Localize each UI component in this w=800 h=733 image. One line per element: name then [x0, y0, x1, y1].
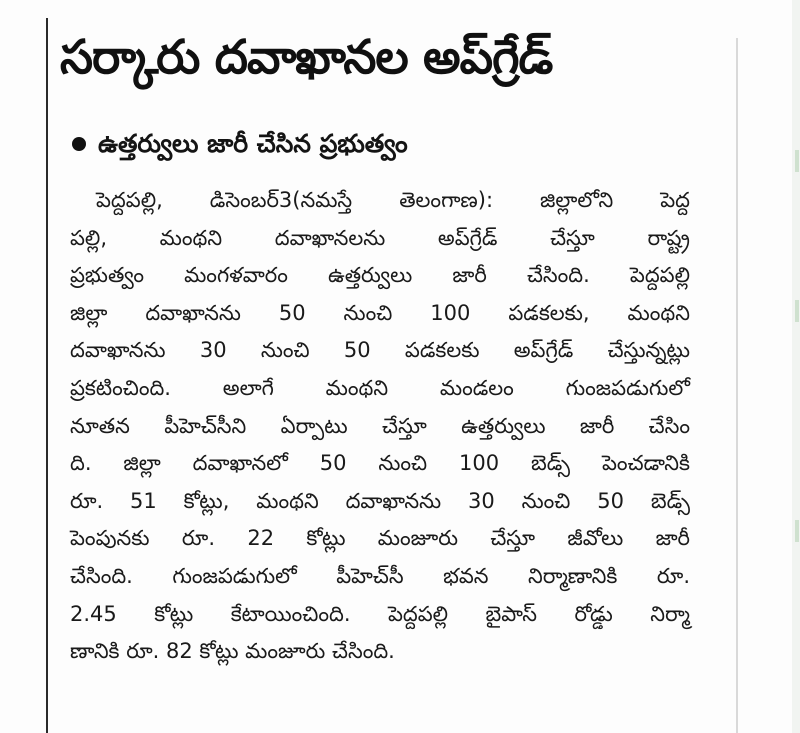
body-line: నూతన పీహెచ్‌సీని ఏర్పాటు చేస్తూ ఉత్తర్వులు జారీ చేసిం [70, 413, 690, 438]
body-line: రూ. 51 కోట్లు, మంథని దవాఖానను 30 నుంచి 50 బెడ్స్ [70, 488, 690, 513]
subheading-text: ఉత్తర్వులు జారీ చేసిన ప్రభుత్వం [98, 129, 408, 158]
body-line: పెద్దపల్లి, డిసెంబర్3(నమస్తే తెలంగాణ): జిల్లాలోని పెద్ద [96, 188, 690, 212]
edge-mark [795, 150, 799, 172]
body-line: దవాఖానను 30 నుంచి 50 పడకలకు అప్‌గ్రేడ్ చేస్తున్నట్లు [70, 338, 690, 363]
article-subheading [72, 126, 408, 162]
edge-mark [795, 300, 799, 322]
column-divider-right [736, 38, 738, 733]
article-headline: సర్కారు దవాఖానల అప్‌గ్రేడ్ [60, 30, 553, 85]
body-line: చేసింది. గుంజపడుగులో పీహెచ్‌సీ భవన నిర్మాణానికి రూ. [70, 563, 690, 588]
body-line: 2.45 కోట్లు కేటాయించింది. పెద్దపల్లి బైపాస్ రోడ్డు నిర్మా [70, 601, 690, 626]
body-line: పెంపునకు రూ. 22 కోట్లు మంజూరు చేస్తూ జీవోలు జారీ [70, 526, 690, 551]
body-line: పల్లి, మంథని దవాఖానలను అప్‌గ్రేడ్ చేస్తూ రాష్ట్ర [70, 225, 690, 250]
edge-mark [795, 520, 799, 542]
body-line: ది. జిల్లా దవాఖానలో 50 నుంచి 100 బెడ్స్ పెంచడానికి [70, 451, 690, 476]
body-line: ణానికి రూ. 82 కోట్లు మంజూరు చేసింది. [70, 639, 395, 664]
column-divider-left [46, 18, 48, 733]
bullet-icon [72, 137, 86, 151]
adjacent-column-edge [792, 0, 800, 733]
body-line: ప్రకటించింది. అలాగే మంథని మండలం గుంజపడుగులో [70, 375, 690, 400]
body-line: జిల్లా దవాఖానను 50 నుంచి 100 పడకలకు, మంథని [70, 300, 690, 325]
body-line: ప్రభుత్వం మంగళవారం ఉత్తర్వులు జారీ చేసింది. పెద్దపల్లి [70, 263, 690, 288]
article-body [70, 182, 690, 671]
